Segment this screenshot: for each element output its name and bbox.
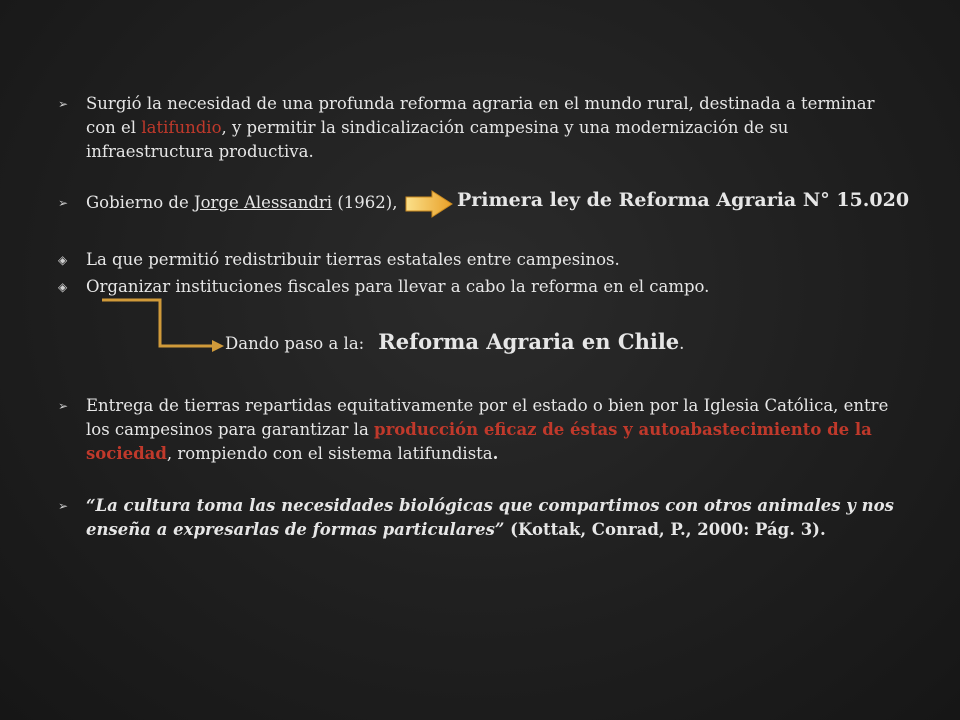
bent-arrow-icon	[98, 295, 228, 355]
person-name: Jorge Alessandri	[193, 193, 333, 212]
bullet-text-cont: , rompiendo con el sistema latifundista	[166, 444, 493, 463]
arrow-bullet-icon: ➢	[58, 499, 69, 513]
reform-chile-title: Reforma Agraria en Chile	[378, 329, 680, 354]
bullet-text: Entrega de tierras repartidas equitativamente por el estado o bien por la Iglesia Católica, entre los campesinos para garantizar la	[86, 396, 889, 439]
bullet-land-distribution	[58, 394, 908, 466]
reform-chile-line	[225, 328, 684, 358]
bullet-text: Surgió la necesidad de una profunda reforma agraria en el mundo rural, destinada a terminar con el	[86, 94, 875, 137]
diamond-bullet-icon: ◈	[58, 253, 68, 267]
diamond-bullet-icon: ◈	[58, 280, 68, 294]
citation: (Kottak, Conrad, P., 2000: Pág. 3).	[504, 520, 826, 539]
bullet-text: La que permitió redistribuir tierras estatales entre campesinos.	[86, 250, 620, 269]
dando-text: Dando paso a la:	[225, 334, 365, 353]
culture-quote: “La cultura toma las necesidades biológicas que compartimos con otros animales y nos enseña a expresarlas de formas particulares”	[86, 496, 894, 539]
arrow-bullet-icon: ➢	[58, 97, 69, 111]
bullet-period: .	[492, 444, 499, 463]
highlight-production: producción eficaz de éstas y autoabastecimiento de la sociedad	[86, 420, 872, 463]
bullet-text-cont: , y permitir la sindicalización campesina y una modernización de su infraestructura productiva.	[86, 118, 789, 161]
bullet-culture-quote	[58, 494, 908, 542]
bullet-text: Organizar instituciones fiscales para llevar a cabo la reforma en el campo.	[86, 277, 710, 296]
bullet-reform-need	[58, 92, 908, 164]
right-arrow-icon	[404, 190, 454, 218]
bullet-text: Gobierno de	[86, 193, 194, 212]
bullet-redistribution	[58, 248, 908, 272]
highlight-latifundio: latifundio	[141, 118, 222, 137]
year-text: (1962),	[332, 193, 398, 212]
law-title: Primera ley de Reforma Agraria N° 15.020	[457, 189, 910, 211]
arrow-bullet-icon: ➢	[58, 196, 69, 210]
arrow-bullet-icon: ➢	[58, 399, 69, 413]
dando-period: .	[679, 334, 685, 353]
